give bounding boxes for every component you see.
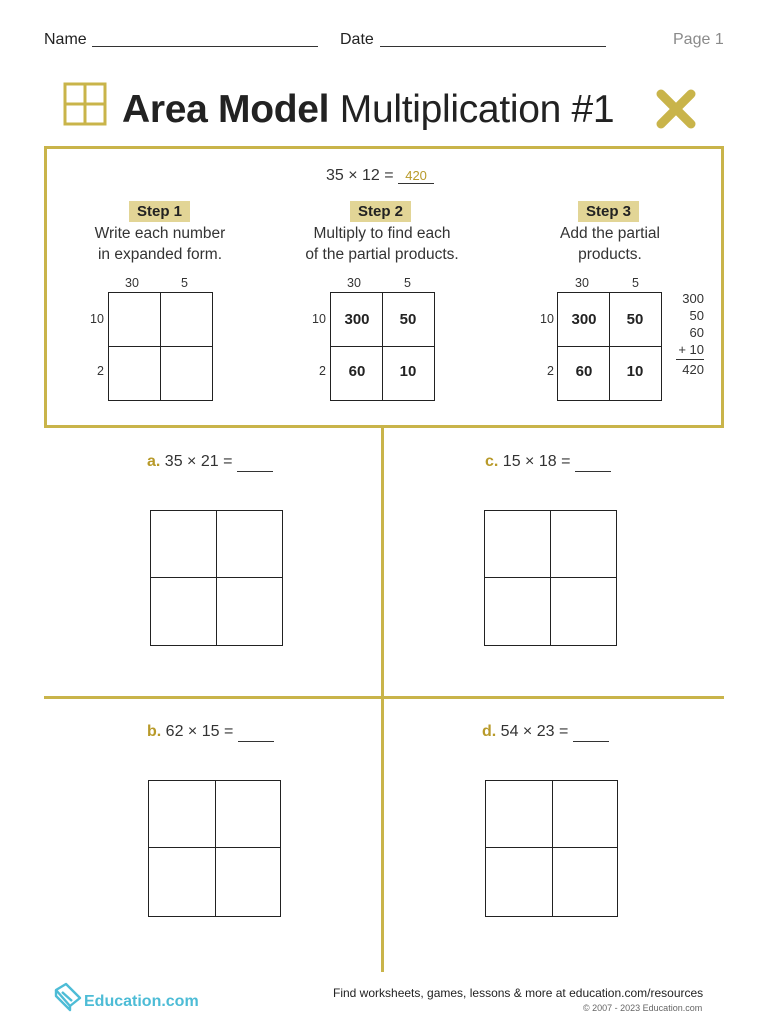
step3-cell-bottom-right: 10 — [626, 363, 644, 380]
name-label: Name — [44, 31, 87, 48]
sum-addend-4: + 10 — [678, 342, 704, 357]
date-field[interactable] — [380, 46, 606, 47]
step2-line1: Multiply to find each — [313, 225, 451, 242]
problem-b — [147, 723, 274, 742]
step3-badge: Step 3 — [578, 201, 639, 222]
problem-c-grid[interactable] — [484, 510, 617, 646]
multiply-x-icon — [655, 88, 697, 130]
problem-d — [482, 723, 609, 742]
step2-top-label-ones: 5 — [404, 276, 411, 290]
step3-description — [510, 223, 710, 265]
step1-area-grid — [108, 292, 213, 401]
problem-a-grid[interactable] — [150, 510, 283, 646]
step3-line1: Add the partial — [560, 225, 660, 242]
step2-area-grid — [330, 292, 435, 401]
step2-cell-top-right: 50 — [399, 311, 417, 328]
footer-tagline[interactable]: Find worksheets, games, lessons & more at education.com/resources — [333, 986, 704, 1000]
sum-addend-1: 300 — [682, 291, 704, 306]
title-bold: Area Model — [122, 88, 330, 131]
example-answer: 420 — [398, 168, 434, 184]
step3-area-grid — [557, 292, 662, 401]
problem-a-expression: 35 × 21 = — [164, 453, 233, 470]
sum-divider — [676, 359, 704, 360]
problem-d-letter: d. — [482, 723, 497, 740]
page-number: Page 1 — [673, 31, 724, 48]
problem-b-expression: 62 × 15 = — [165, 723, 234, 740]
step1-line2: in expanded form. — [97, 246, 223, 263]
step2-cell-bottom-left: 60 — [348, 363, 366, 380]
step2-description — [282, 223, 482, 265]
title-regular: Multiplication #1 — [339, 88, 615, 131]
step3-top-label-tens: 30 — [575, 276, 589, 290]
date-label: Date — [340, 31, 374, 48]
problem-d-answer[interactable] — [573, 723, 609, 742]
problem-b-answer[interactable] — [238, 723, 274, 742]
step1-line1: Write each number — [94, 225, 226, 242]
problem-c — [485, 453, 611, 472]
problem-b-grid[interactable] — [148, 780, 281, 917]
step2-cell-top-left: 300 — [344, 311, 370, 328]
problem-c-letter: c. — [485, 453, 499, 470]
problem-a-answer[interactable] — [237, 453, 273, 472]
step2-cell-bottom-right: 10 — [399, 363, 417, 380]
page-title — [122, 86, 614, 134]
problem-a-letter: a. — [147, 453, 161, 470]
problem-c-expression: 15 × 18 = — [502, 453, 571, 470]
problem-divider-horizontal — [44, 696, 724, 699]
step3-cell-top-right: 50 — [626, 311, 644, 328]
problem-d-expression: 54 × 23 = — [500, 723, 569, 740]
sum-addend-2: 50 — [689, 308, 704, 323]
name-field[interactable] — [92, 46, 318, 47]
step2-badge: Step 2 — [350, 201, 411, 222]
problem-c-answer[interactable] — [575, 453, 611, 472]
education-logo-icon[interactable] — [52, 980, 84, 1012]
problem-b-letter: b. — [147, 723, 162, 740]
example-equation — [326, 167, 434, 185]
step2-side-label-ones: 2 — [319, 364, 326, 378]
step3-top-label-ones: 5 — [632, 276, 639, 290]
step2-line2: of the partial products. — [305, 246, 459, 263]
step1-top-label-ones: 5 — [181, 276, 188, 290]
window-grid-icon — [63, 82, 107, 126]
sum-total: 420 — [682, 362, 704, 377]
example-expression: 35 × 12 = — [326, 167, 394, 184]
problem-divider-vertical — [381, 428, 384, 972]
step3-side-label-ones: 2 — [547, 364, 554, 378]
sum-addend-3: 60 — [689, 325, 704, 340]
step3-line2: products. — [578, 246, 642, 263]
step3-side-label-tens: 10 — [540, 312, 554, 326]
step1-description — [60, 223, 260, 265]
step2-side-label-tens: 10 — [312, 312, 326, 326]
footer-copyright: © 2007 - 2023 Education.com — [583, 1003, 703, 1013]
step1-badge: Step 1 — [129, 201, 190, 222]
step3-cell-bottom-left: 60 — [575, 363, 593, 380]
step3-cell-top-left: 300 — [571, 311, 597, 328]
step2-top-label-tens: 30 — [347, 276, 361, 290]
step1-side-label-ones: 2 — [97, 364, 104, 378]
step1-top-label-tens: 30 — [125, 276, 139, 290]
problem-a — [147, 453, 273, 472]
brand-name[interactable]: Education.com — [84, 993, 199, 1010]
problem-d-grid[interactable] — [485, 780, 618, 917]
step1-side-label-tens: 10 — [90, 312, 104, 326]
